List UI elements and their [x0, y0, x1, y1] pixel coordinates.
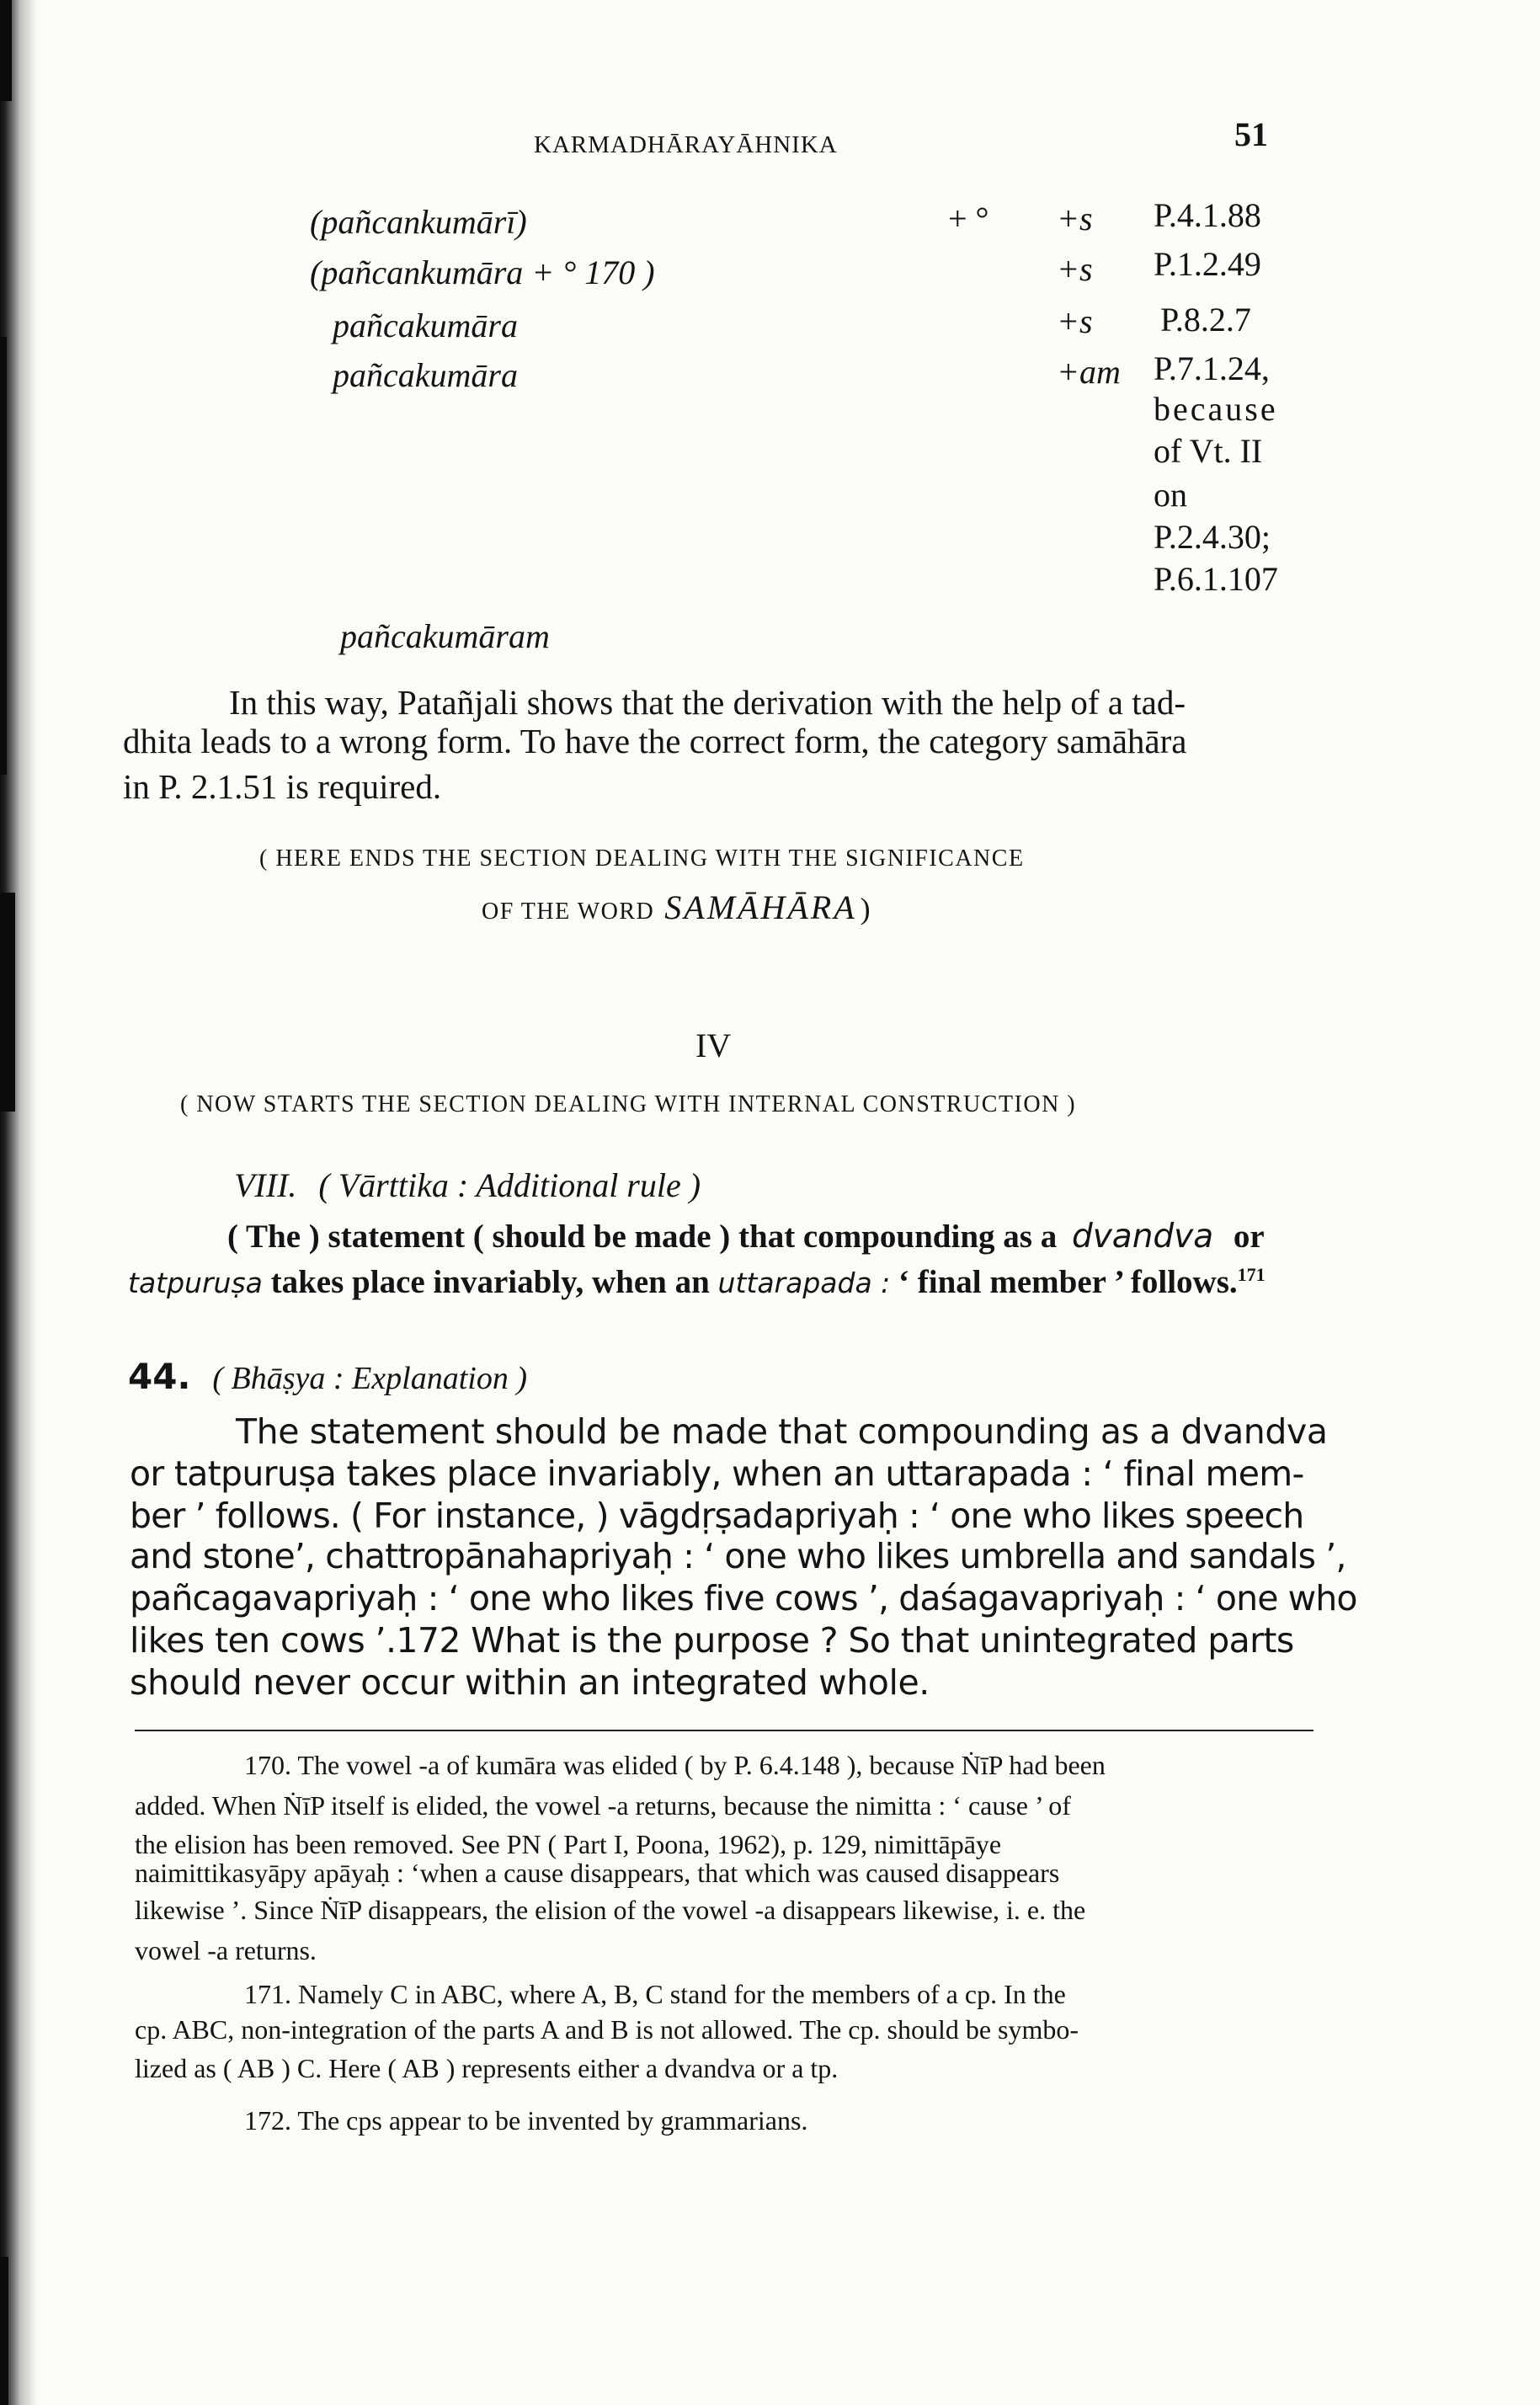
page-number: 51	[1234, 115, 1268, 153]
derivation-form: (pañcankumārī)	[310, 203, 527, 241]
footnote-line: naimittikasyāpy apāyaḥ : ‘when a cause disappears, that which was caused disappears	[135, 1858, 1060, 1888]
varttika-term: dvandva	[1071, 1218, 1214, 1256]
section-end-line	[482, 888, 871, 927]
paragraph-line: in P. 2.1.51 is required.	[123, 767, 442, 806]
varttika-text: ‘ final member ’ follows.	[898, 1264, 1238, 1300]
paragraph-line: In this way, Patañjali shows that the derivation with the help of a tad-	[229, 683, 1186, 722]
bhasya-heading	[128, 1356, 527, 1397]
scan-edge-mark	[0, 0, 12, 101]
footnote-line: cp. ABC, non-integration of the parts A and B is not allowed. The cp. should be symbo-	[135, 2014, 1079, 2045]
rule-continuation: P.2.4.30;	[1154, 518, 1271, 556]
bhasya-line: should never occur within an integrated whole.	[130, 1662, 930, 1703]
scan-edge-shadow	[0, 0, 59, 2405]
varttika-number: VIII.	[234, 1166, 297, 1204]
derivation-form: (pañcankumāra + ° 170 )	[310, 253, 655, 291]
bhasya-line: likes ten cows ’.172 What is the purpose ? So that unintegrated parts	[130, 1620, 1294, 1661]
derivation-form: pañcakumāra	[333, 307, 518, 344]
rule-continuation: on	[1154, 476, 1187, 514]
section-end-line: ( HERE ENDS THE SECTION DEALING WITH THE SIGNIFICANCE	[259, 845, 1025, 872]
footnote-line: 170. The vowel -a of kumāra was elided ( by P. 6.4.148 ), because ṄīP had been	[244, 1750, 1106, 1780]
rule-continuation: of Vt. II	[1154, 432, 1263, 470]
bhasya-number: 44.	[128, 1356, 191, 1397]
derivation-affix: +s	[1057, 302, 1093, 340]
varttika-line	[128, 1263, 1266, 1301]
scan-edge-mark	[0, 893, 15, 1112]
section-end-prefix: OF THE WORD	[482, 899, 655, 925]
section-end-word: SAMĀHĀRA	[664, 888, 857, 926]
varttika-text: ( The ) statement ( should be made ) that compounding as a	[227, 1218, 1058, 1255]
bhasya-line: The statement should be made that compounding as a dvandva	[236, 1411, 1328, 1452]
bhasya-line: or tatpuruṣa takes place invariably, when an uttarapada : ‘ final mem-	[130, 1453, 1304, 1494]
bhasya-line: ber ’ follows. ( For instance, ) vāgdṛṣadapriyaḥ : ‘ one who likes speech	[130, 1496, 1304, 1536]
section-number: IV	[695, 1027, 732, 1064]
paragraph-line: dhita leads to a wrong form. To have the correct form, the category samāhāra	[123, 722, 1187, 760]
derivation-rule: P.1.2.49	[1154, 245, 1261, 283]
footnote-line: added. When ṄīP itself is elided, the vowel -a returns, because the nimitta : ‘ cause ’ of	[135, 1790, 1071, 1821]
footnote-line: 171. Namely C in ABC, where A, B, C stand for the members of a cp. In the	[244, 1979, 1066, 2009]
footnote-line: 172. The cps appear to be invented by grammarians.	[244, 2105, 808, 2136]
bhasya-line: pañcagavapriyaḥ : ‘ one who likes five cows ’, daśagavapriyaḥ : ‘ one who	[130, 1578, 1357, 1618]
derivation-rule: P.8.2.7	[1160, 301, 1251, 339]
derivation-affix: +am	[1057, 353, 1121, 391]
varttika-term: tatpuruṣa	[128, 1266, 263, 1299]
bhasya-line: and stone’, chattropānahapriyaḥ : ‘ one who likes umbrella and sandals ’,	[130, 1536, 1346, 1576]
scan-edge-mark	[0, 337, 7, 775]
derivation-affix: +s	[1057, 200, 1093, 237]
scan-edge-mark	[0, 2257, 8, 2405]
footnote-line: likewise ’. Since ṄīP disappears, the elision of the vowel -a disappears likewise, i. e. the	[135, 1895, 1086, 1925]
derivation-affix: +s	[1057, 250, 1093, 288]
varttika-label: ( Vārttika : Additional rule )	[318, 1166, 701, 1204]
bhasya-label: ( Bhāṣya : Explanation )	[212, 1361, 527, 1396]
derivation-rule: P.7.1.24,	[1154, 349, 1270, 387]
derivation-form: pañcakumāra	[333, 356, 518, 394]
varttika-line	[227, 1218, 1265, 1256]
rule-continuation: P.6.1.107	[1154, 560, 1278, 598]
derivation-plus-zero: + °	[948, 200, 989, 237]
varttika-text: or	[1233, 1218, 1265, 1255]
varttika-term: uttarapada :	[717, 1266, 891, 1299]
derivation-result: pañcakumāram	[340, 617, 550, 655]
footnote-line: lized as ( AB ) C. Here ( AB ) represents either a dvandva or a tp.	[135, 2053, 839, 2083]
footnote-line: vowel -a returns.	[135, 1935, 317, 1965]
derivation-rule: P.4.1.88	[1154, 196, 1261, 234]
footnote-divider	[135, 1730, 1314, 1731]
varttika-heading	[234, 1165, 701, 1205]
varttika-text: takes place invariably, when an	[270, 1264, 710, 1300]
running-title: KARMADHĀRAYĀHNIKA	[534, 131, 838, 158]
section-start: ( NOW STARTS THE SECTION DEALING WITH INTERNAL CONSTRUCTION )	[180, 1091, 1077, 1117]
section-end-suffix: )	[860, 892, 871, 925]
rule-continuation: because	[1154, 390, 1278, 428]
footnote-ref: 171	[1237, 1264, 1266, 1285]
footnote-line: the elision has been removed. See PN ( Part I, Poona, 1962), p. 129, nimittāpāye	[135, 1829, 1002, 1859]
